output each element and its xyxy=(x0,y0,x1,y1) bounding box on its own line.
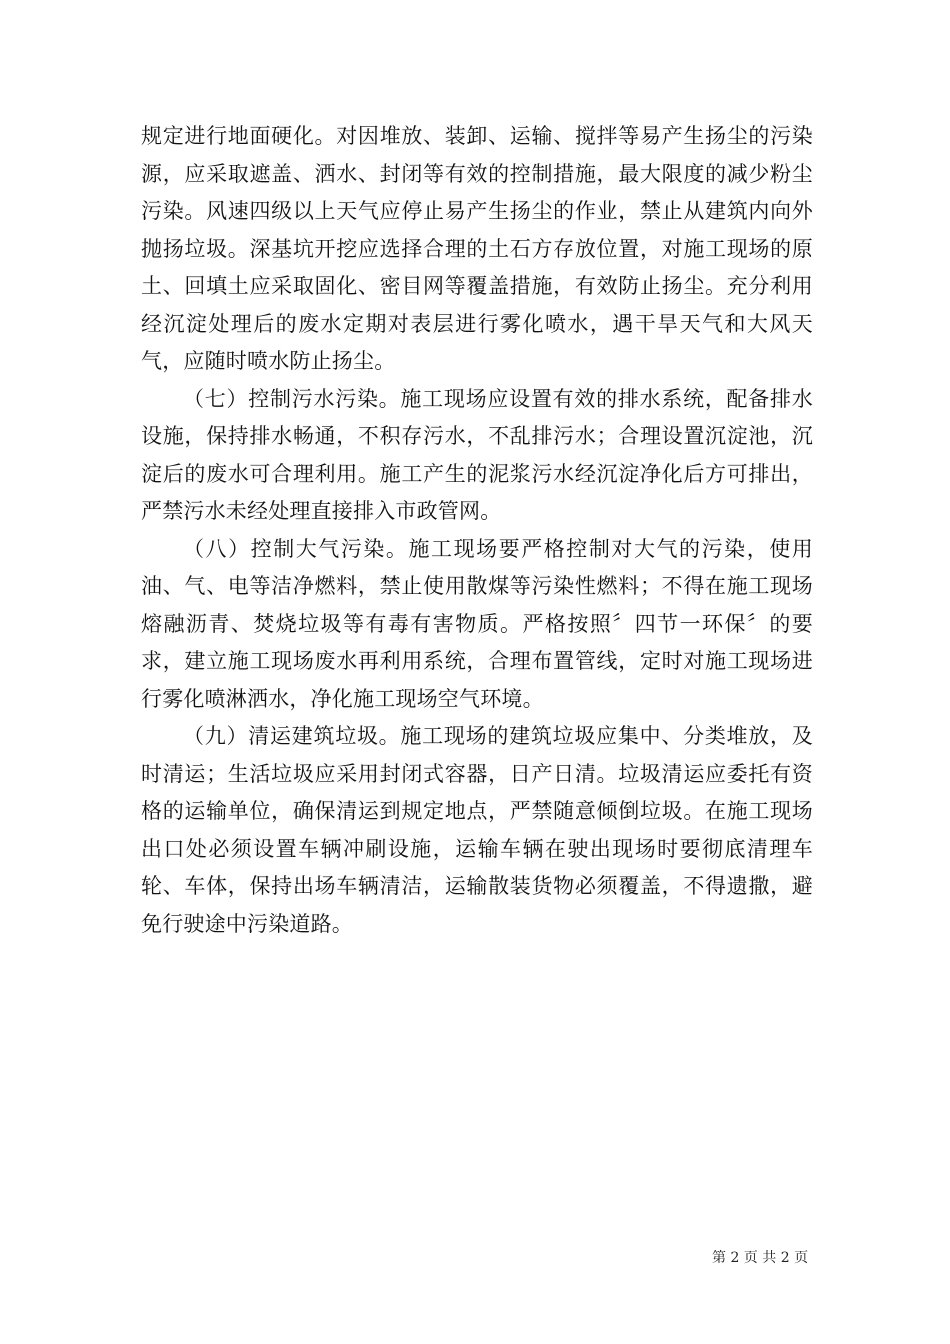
document-body xyxy=(141,118,813,943)
paragraph-section-8: （八）控制大气污染。施工现场要严格控制对大气的污染，使用油、气、电等洁净燃料，禁止使用散煤等污染性燃料；不得在施工现场熔融沥青、焚烧垃圾等有毒有害物质。严格按照〞四节一环保〞的要求，建立施工现场废水再利用系统，合理布置管线，定时对施工现场进行雾化喷淋洒水，净化施工现场空气环境。 xyxy=(141,536,813,711)
paragraph-continuation: 规定进行地面硬化。对因堆放、装卸、运输、搅拌等易产生扬尘的污染源，应采取遮盖、洒水、封闭等有效的控制措施，最大限度的减少粉尘污染。风速四级以上天气应停止易产生扬尘的作业，禁止从建筑内向外抛扬垃圾。深基坑开挖应选择合理的土石方存放位置，对施工现场的原土、回填土应采取固化、密目网等覆盖措施，有效防止扬尘。充分利用经沉淀处理后的废水定期对表层进行雾化喷水，遇干旱天气和大风天气，应随时喷水防止扬尘。 xyxy=(141,124,813,373)
paragraph-section-7: （七）控制污水污染。施工现场应设置有效的排水系统，配备排水设施，保持排水畅通，不积存污水，不乱排污水；合理设置沉淀池，沉淀后的废水可合理利用。施工产生的泥浆污水经沉淀净化后方可排出，严禁污水未经处理直接排入市政管网。 xyxy=(141,386,813,523)
paragraph-section-9: （九）清运建筑垃圾。施工现场的建筑垃圾应集中、分类堆放，及时清运；生活垃圾应采用封闭式容器，日产日清。垃圾清运应委托有资格的运输单位，确保清运到规定地点，严禁随意倾倒垃圾。在施工现场出口处必须设置车辆冲刷设施，运输车辆在驶出现场时要彻底清理车轮、车体，保持出场车辆清洁，运输散装货物必须覆盖，不得遗撒，避免行驶途中污染道路。 xyxy=(141,724,813,936)
page-number-footer: 第 2 页 共 2 页 xyxy=(712,1250,809,1266)
